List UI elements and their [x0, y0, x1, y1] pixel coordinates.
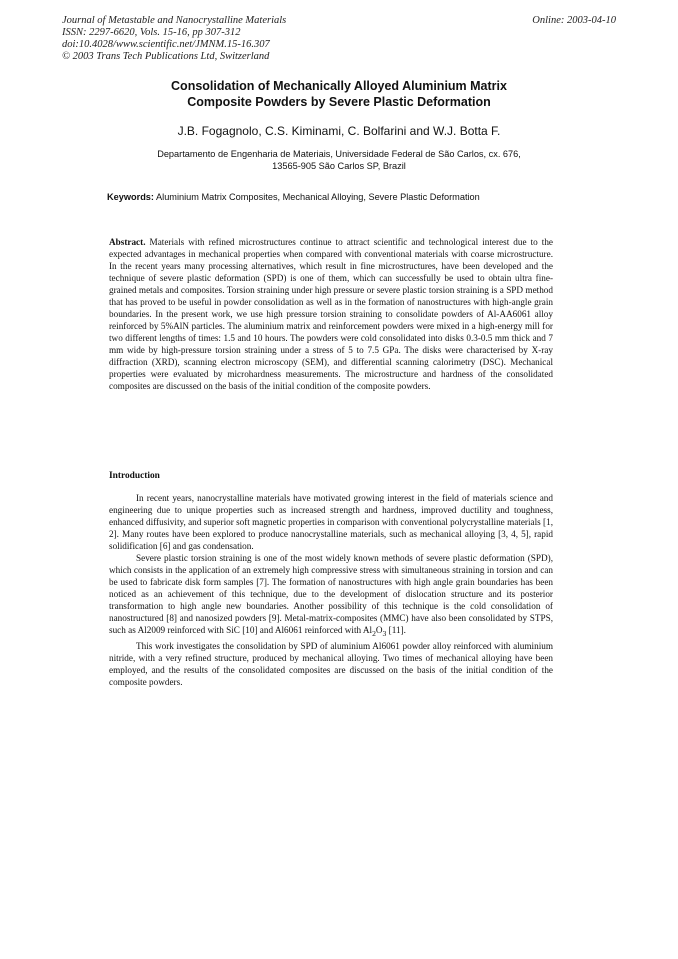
introduction-paragraph-2	[109, 552, 553, 640]
introduction-paragraph-3: This work investigates the consolidation by SPD of aluminium Al6061 powder alloy reinforced with aluminium nitride, with a very refined structure, produced by mechanical alloying. Two times of mechanical alloying have been employed, and the results of the consolidated composites are discussed on the basis of the initial condition of the composite powders.	[109, 640, 553, 687]
introduction-heading: Introduction	[109, 471, 160, 481]
journal-copyright: © 2003 Trans Tech Publications Ltd, Switzerland	[62, 51, 270, 62]
keywords-text: Aluminium Matrix Composites, Mechanical Alloying, Severe Plastic Deformation	[156, 192, 480, 202]
online-date: Online: 2003-04-10	[532, 15, 616, 26]
affiliation-line-2: 13565-905 São Carlos SP, Brazil	[272, 161, 406, 171]
abstract	[109, 236, 553, 392]
keywords	[107, 191, 577, 203]
introduction-body	[109, 492, 553, 688]
formula-subscript-2: 2	[372, 628, 376, 638]
abstract-label: Abstract.	[109, 237, 146, 247]
paper-authors: J.B. Fogagnolo, C.S. Kiminami, C. Bolfarini and W.J. Botta F.	[177, 124, 501, 138]
formula-subscript-3: 3	[382, 628, 387, 638]
abstract-text: Materials with refined microstructures continue to attract scientific and technological interest due to the expected advantages in mechanical properties when compared with conventional materials with coarse microstructure. In the recent years many processing alternatives, which result in fine microstructures, have been developed and the technique of severe plastic deformation (SPD) is one of them, which can successfully be used to obtain ultra fine-grained metals and composites. Torsion straining under high pressure or severe plastic torsion straining is a SPD method that has proved to be useful in powder consolidation as well as in the formation of nanostructures with high-angle grain boundaries. In the present work, we use high pressure torsion straining to consolidate powders of Al-AA6061 alloy reinforced by 5%AlN particles. The aluminium matrix and reinforcement powders were mixed in a high-energy mill for two different lengths of times: 1.5 and 10 hours. The powders were cold consolidated into disks 0.3-0.5 mm thick and 7 mm wide by high-pressure torsion straining under a stress of 5 to 7.5 GPa. The disks were characterised by X-ray diffraction (XRD), scanning electron microscopy (SEM), and differential scanning calorimetry (DSC). Mechanical properties were evaluated by microhardness measurements. The microstructure and hardness of the consolidated composites are discussed on the basis of the initial condition of the composite powders.	[109, 237, 553, 391]
journal-doi: doi:10.4028/www.scientific.net/JMNM.15-16.307	[62, 39, 270, 50]
journal-header	[62, 15, 422, 63]
paper-title	[100, 78, 578, 110]
paragraph-2-text: Severe plastic torsion straining is one of the most widely known methods of severe plastic deformation (SPD), which consists in the application of an extremely high compressive stress with simultaneous straining in torsion and can be used to fabricate disk form samples [7]. The formation of nanostructures with high angle grain boundaries has been noticed as an achievement of this technique, due to the development of dislocation structure and its posterior transformation to high angle new boundaries. Another possibility of this technique is the cold consolidation of nanostructured [8] and nanosized powders [9]. Metal-matrix-composites (MMC) have also been consolidated by STPS, such as Al2009 reinforced with SiC [10] and Al6061 reinforced with Al	[109, 553, 553, 635]
affiliation-line-1: Departamento de Engenharia de Materiais, Universidade Federal de São Carlos, cx. 676,	[157, 149, 521, 159]
journal-issn: ISSN: 2297-6620, Vols. 15-16, pp 307-312	[62, 27, 241, 38]
formula-oxygen: O	[375, 625, 383, 635]
introduction-paragraph-1: In recent years, nanocrystalline materials have motivated growing interest in the field of materials science and engineering due to unique properties such as increased strength and hardness, improved ductility and toughness, enhanced diffusivity, and superior soft magnetic properties in comparison with conventional polycrystalline materials [1, 2]. Many routes have been explored to produce nanocrystalline materials, such as mechanical alloying [3, 4, 5], rapid solidification [6] and gas condensation.	[109, 493, 553, 551]
keywords-label: Keywords:	[107, 192, 154, 202]
author-affiliation	[80, 148, 598, 172]
paper-title-line-2: Composite Powders by Severe Plastic Deformation	[187, 95, 491, 109]
paragraph-2-end: [11].	[386, 625, 406, 635]
paper-title-line-1: Consolidation of Mechanically Alloyed Aluminium Matrix	[171, 79, 507, 93]
journal-name: Journal of Metastable and Nanocrystalline Materials	[62, 15, 287, 26]
